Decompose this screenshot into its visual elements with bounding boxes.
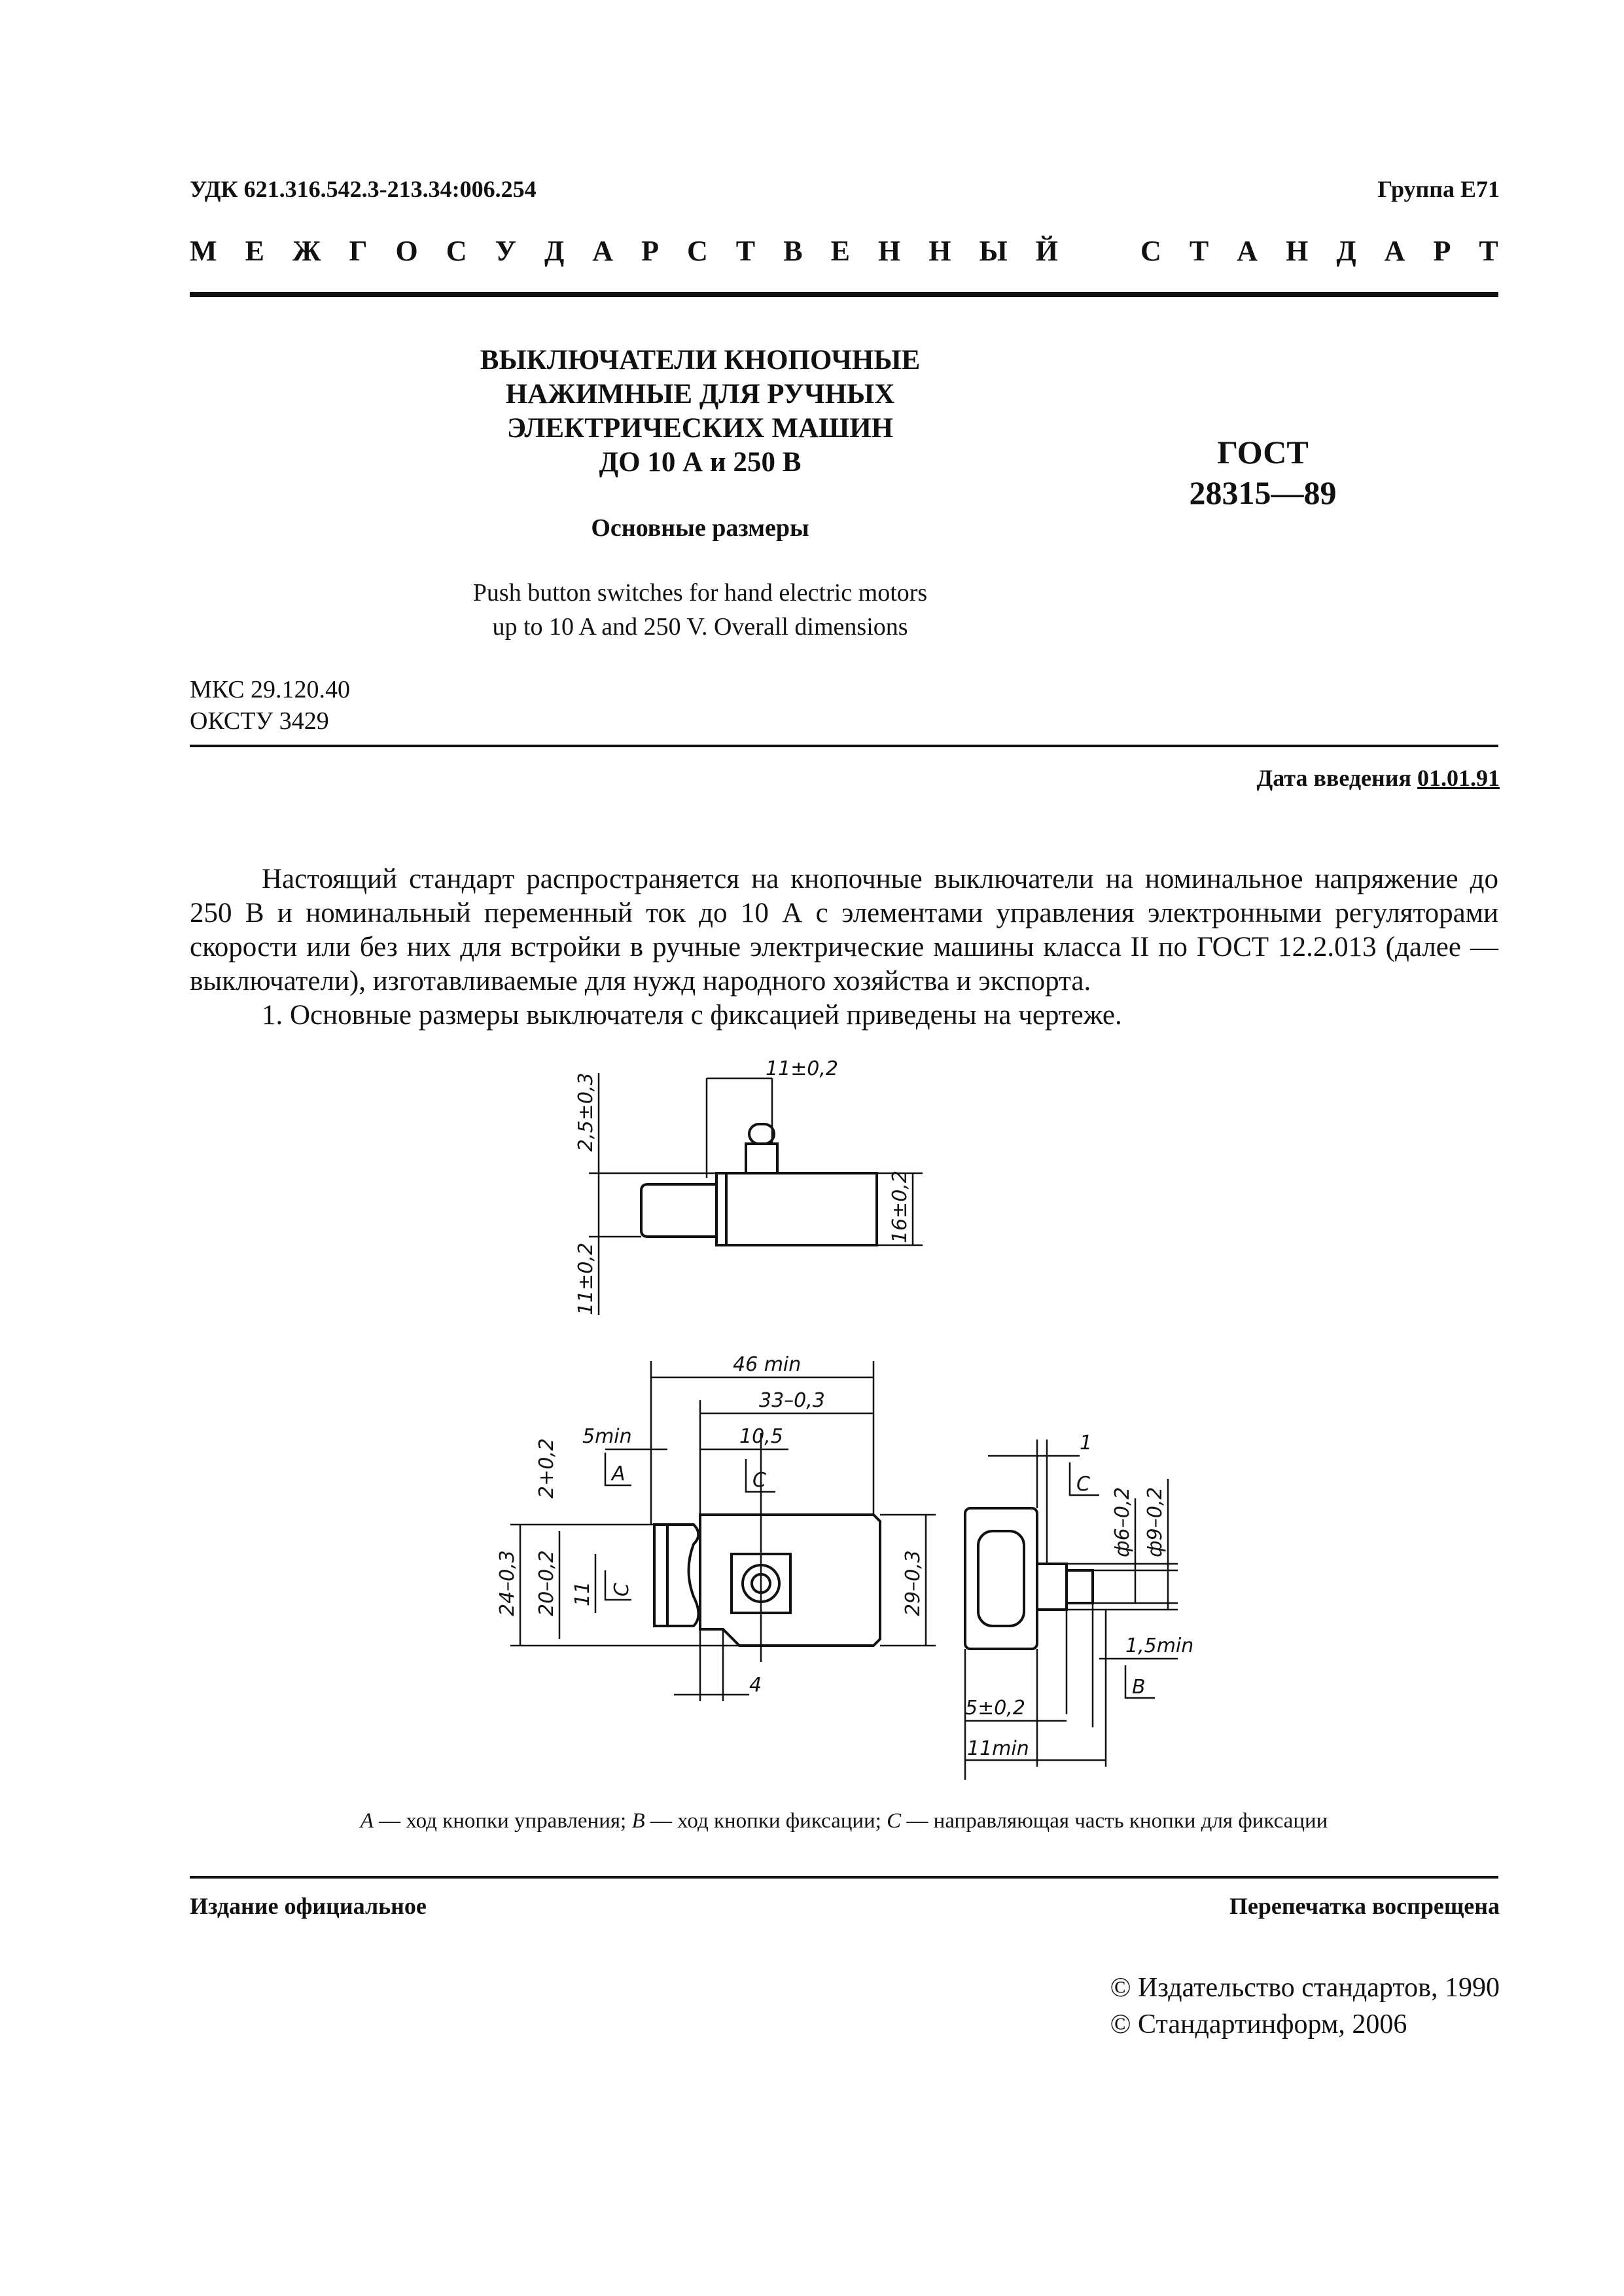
front-dim-4: 4 xyxy=(749,1674,762,1697)
side-dim-1: 1 xyxy=(1080,1432,1093,1455)
front-dim-length: 46 min xyxy=(733,1353,802,1376)
copyright: © Издательство стандартов, 1990 © Стандартинформ, 2006 xyxy=(1110,1973,1500,2040)
side-dim-11: 11min xyxy=(967,1737,1029,1760)
front-dim-height: 29–0,3 xyxy=(902,1550,925,1616)
top-dim-plunger: 2,5±0,3 xyxy=(574,1072,597,1152)
label-b: B xyxy=(1132,1676,1146,1699)
label-c-side: C xyxy=(1076,1473,1090,1496)
side-view xyxy=(965,1432,1193,1780)
document-subtitle: Основные размеры xyxy=(591,514,809,542)
label-c-guide: C xyxy=(610,1583,633,1597)
paragraph-scope: Настоящий стандарт распространяется на кнопочные выключатели на номинальное напряжение до 250 В и номинальный переменный ток до 10 А с элементами управления электронными регуляторами скорости или без них для встройки в ручные электрические машины класса II по ГОСТ 12.2.013 (далее — выключатели), изготавливаемые для нужд народного хозяйства и экспорта. xyxy=(190,864,1498,997)
udk-code: УДК 621.316.542.3-213.34:006.254 xyxy=(190,176,537,202)
top-dim-width: 11±0,2 xyxy=(766,1057,839,1080)
front-dim-20: 20–0,2 xyxy=(535,1550,558,1616)
front-dim-body: 33–0,3 xyxy=(759,1389,825,1412)
effective-date: Дата введения 01.01.91 xyxy=(1256,765,1500,791)
effective-date-value: 01.01.91 xyxy=(1417,765,1500,791)
top-dim-height: 16±0,2 xyxy=(889,1170,911,1243)
side-dim-d6: ф6–0,2 xyxy=(1111,1487,1134,1557)
front-dim-24: 24–0,3 xyxy=(496,1550,519,1616)
side-dim-5: 5±0,2 xyxy=(965,1697,1025,1720)
front-dim-guide: 10,5 xyxy=(739,1425,783,1448)
footer-rule xyxy=(190,1876,1498,1879)
front-dim-offset: 2+0,2 xyxy=(535,1438,558,1498)
label-c-front: C xyxy=(752,1469,766,1492)
reprint-notice: Перепечатка воспрещена xyxy=(1229,1893,1500,1919)
drawing-caption: A — ход кнопки управления; B — ход кнопки фиксации; C — направляющая часть кнопки для фиксации xyxy=(360,1809,1328,1833)
side-dim-stroke: 1,5min xyxy=(1125,1634,1194,1657)
gost-number: ГОСТ 28315—89 xyxy=(1189,434,1337,511)
paragraph-item-1: 1. Основные размеры выключателя с фиксацией приведены на чертеже. xyxy=(262,1000,1122,1031)
top-view xyxy=(574,1057,923,1315)
interstate-standard-heading: М Е Ж Г О С У Д А Р С Т В Е Н Н Ы Й С Т А Н Д А Р Т xyxy=(190,235,1498,267)
english-title: Push button switches for hand electric motors up to 10 A and 250 V. Overall dimensions xyxy=(472,579,928,641)
front-dim-stroke: 5min xyxy=(582,1425,632,1448)
top-dim-side: 11±0,2 xyxy=(574,1242,597,1315)
classification-codes: МКС 29.120.40 ОКСТУ 3429 xyxy=(190,676,351,735)
official-edition: Издание официальное xyxy=(190,1893,427,1919)
group-code: Группа Е71 xyxy=(1377,176,1500,202)
label-a: A xyxy=(612,1462,626,1485)
document-title: ВЫКЛЮЧАТЕЛИ КНОПОЧНЫЕ НАЖИМНЫЕ ДЛЯ РУЧНЫХ ЭЛЕКТРИЧЕСКИХ МАШИН ДО 10 А и 250 В xyxy=(480,345,921,478)
front-dim-11: 11 xyxy=(571,1581,594,1606)
front-view xyxy=(496,1353,936,1701)
side-dim-d9: ф9–0,2 xyxy=(1144,1487,1167,1557)
